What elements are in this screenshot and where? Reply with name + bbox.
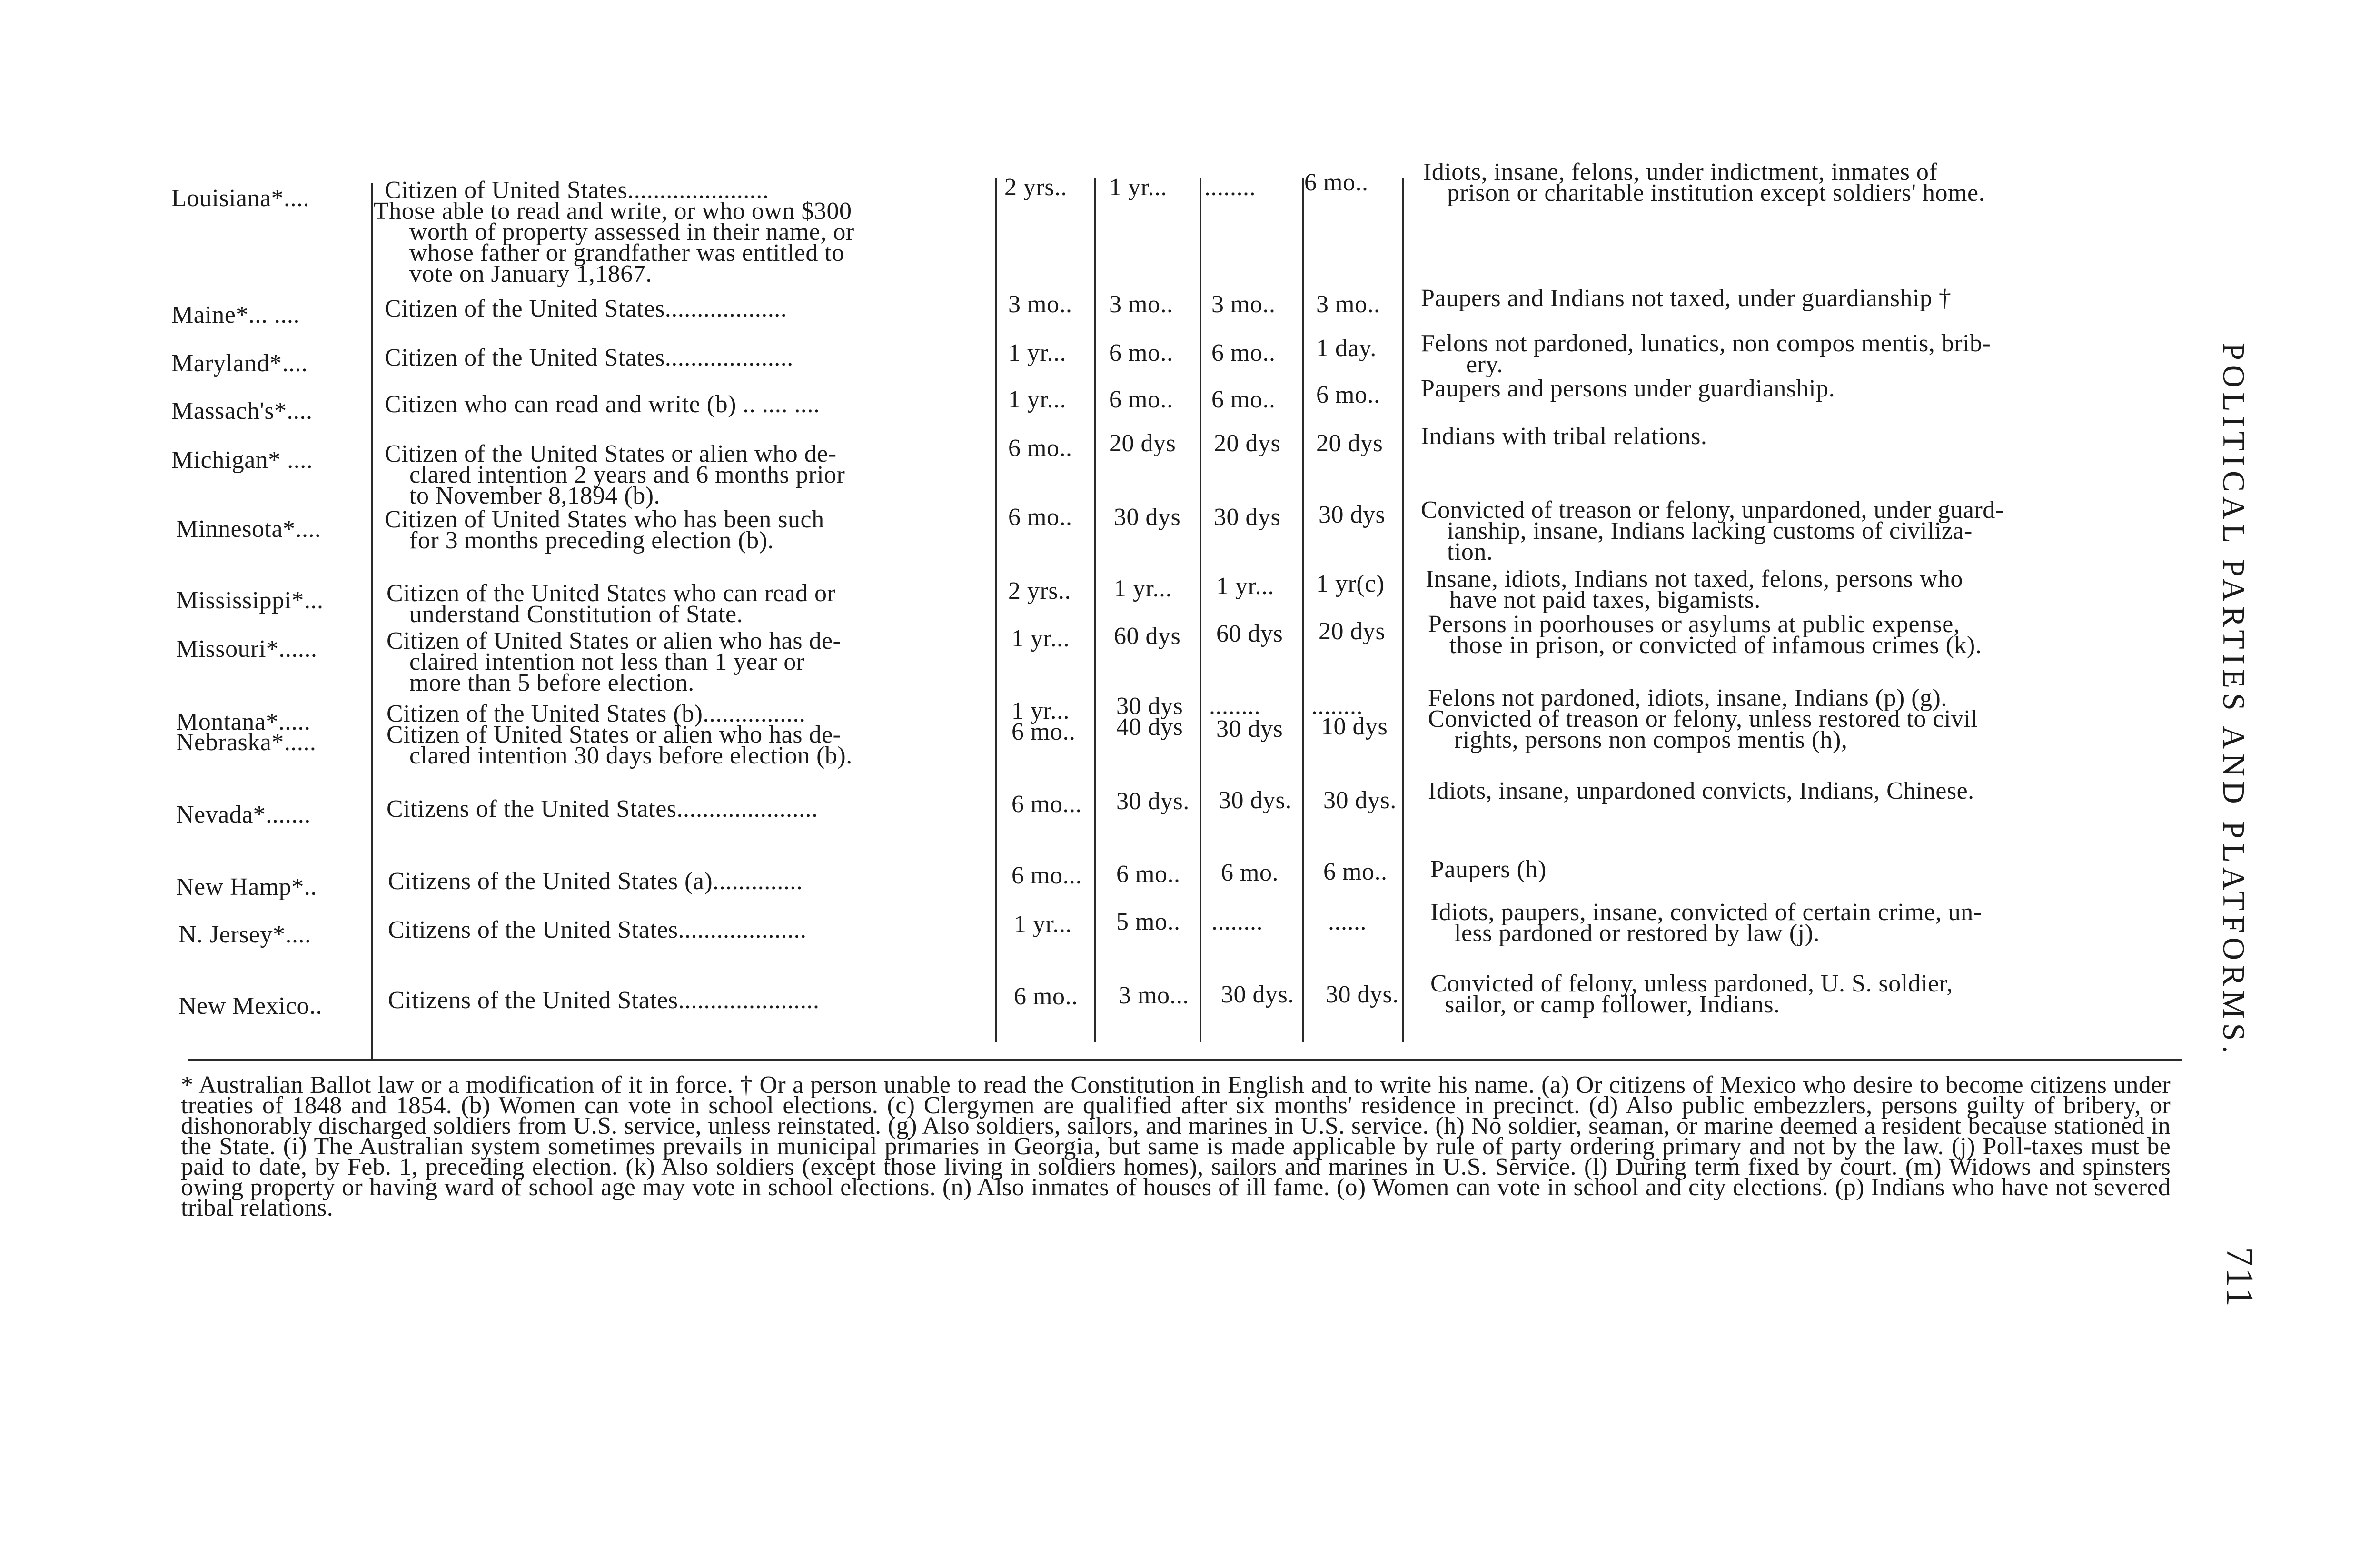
county-residence: 1 yr... — [1114, 575, 1172, 602]
county-residence: 5 mo.. — [1116, 908, 1180, 935]
precinct-residence: 6 mo.. — [1316, 381, 1380, 408]
qualification-line: Citizen of the United States (b)................ — [387, 700, 806, 727]
county-residence: 6 mo.. — [1116, 861, 1180, 888]
running-head: POLITICAL PARTIES AND PLATFORMS. — [2216, 343, 2251, 1059]
state-residence: 2 yrs.. — [1004, 174, 1068, 201]
county-residence: 30 dys — [1116, 693, 1183, 720]
precinct-residence: 3 mo.. — [1316, 291, 1380, 318]
qualification-line: Those able to read and write, or who own $300 — [374, 198, 852, 225]
state-name: Louisiana*.... — [171, 185, 310, 212]
qualification-line: Citizen who can read and write (b) .. .... .... — [385, 391, 820, 418]
precinct-residence: 6 mo.. — [1323, 858, 1388, 885]
disqualification-line: sailor, or camp follower, Indians. — [1445, 991, 1780, 1018]
county-residence: 20 dys — [1109, 430, 1176, 457]
disqualification-line: Idiots, paupers, insane, convicted of certain crime, un- — [1430, 899, 1982, 926]
qualification-line: Citizen of the United States................... — [385, 295, 787, 322]
precinct-residence: 30 dys. — [1326, 981, 1399, 1008]
state-residence: 6 mo... — [1012, 862, 1082, 889]
town-residence: 3 mo.. — [1211, 291, 1276, 318]
state-name: Maine*... .... — [171, 301, 300, 328]
state-residence: 1 yr... — [1014, 911, 1072, 938]
disqualification-line: Convicted of treason or felony, unless restored to civil — [1428, 705, 1978, 733]
column-rule — [1302, 178, 1304, 1042]
state-name: New Mexico.. — [178, 992, 323, 1020]
precinct-residence: 20 dys — [1319, 618, 1386, 645]
disqualification-line: Indians with tribal relations. — [1421, 423, 1707, 450]
state-name: Nebraska*..... — [176, 729, 317, 756]
disqualification-line: tion. — [1447, 538, 1493, 565]
qualification-line: Citizen of United States or alien who has de- — [387, 627, 842, 654]
precinct-residence: 20 dys — [1316, 430, 1383, 457]
state-name: Minnesota*.... — [176, 515, 321, 543]
qualification-line: Citizen of United States or alien who has de- — [387, 721, 842, 748]
disqualification-line: have not paid taxes, bigamists. — [1449, 586, 1761, 614]
qualification-line: Citizen of United States...................... — [385, 177, 769, 204]
disqualification-line: rights, persons non compos mentis (h), — [1454, 726, 1848, 753]
disqualification-line: ianship, insane, Indians lacking customs of civiliza- — [1447, 517, 1973, 545]
county-residence: 1 yr... — [1109, 174, 1167, 201]
qualification-line: whose father or grandfather was entitled to — [409, 239, 844, 267]
column-rule — [371, 183, 373, 1059]
state-name: N. Jersey*.... — [178, 921, 311, 948]
precinct-residence: 1 day. — [1316, 335, 1377, 362]
qualification-line: clared intention 2 years and 6 months prior — [409, 461, 845, 488]
disqualification-line: Idiots, insane, felons, under indictment, inmates of — [1423, 159, 1938, 186]
precinct-residence: ........ — [1311, 693, 1363, 720]
qualification-line: understand Constitution of State. — [409, 601, 744, 628]
town-residence: 6 mo.. — [1211, 339, 1276, 367]
precinct-residence: ...... — [1328, 908, 1367, 935]
county-residence: 6 mo.. — [1109, 339, 1173, 367]
state-name: Michigan* .... — [171, 446, 313, 474]
town-residence: 20 dys — [1214, 430, 1281, 457]
town-residence: 30 dys. — [1219, 787, 1292, 814]
qualification-line: for 3 months preceding election (b). — [409, 527, 774, 554]
qualification-line: vote on January 1,1867. — [409, 260, 652, 287]
precinct-residence: 30 dys — [1319, 501, 1386, 528]
state-residence: 1 yr... — [1008, 339, 1066, 367]
disqualification-line: those in prison, or convicted of infamous crimes (k). — [1449, 632, 1982, 659]
state-residence: 6 mo... — [1012, 791, 1082, 818]
table-bottom-rule — [188, 1059, 2182, 1061]
column-rule — [1200, 178, 1201, 1042]
town-residence: 60 dys — [1216, 620, 1283, 647]
state-residence: 3 mo.. — [1008, 291, 1072, 318]
disqualification-line: prison or charitable institution except soldiers' home. — [1447, 179, 1985, 207]
column-rule — [1094, 178, 1096, 1042]
county-residence: 3 mo.. — [1109, 291, 1173, 318]
qualification-line: clared intention 30 days before election (b). — [409, 742, 853, 769]
county-residence: 30 dys — [1114, 504, 1181, 531]
town-residence: ........ — [1211, 908, 1263, 935]
qualification-line: Citizens of the United States...................... — [388, 987, 820, 1014]
disqualification-line: ery. — [1466, 351, 1504, 378]
disqualification-line: Felons not pardoned, lunatics, non compos mentis, brib- — [1421, 330, 1991, 357]
qualification-line: worth of property assessed in their name, or — [409, 218, 854, 246]
state-residence: 1 yr... — [1012, 697, 1070, 724]
town-residence: 1 yr... — [1216, 573, 1274, 600]
qualification-line: more than 5 before election. — [409, 669, 694, 696]
precinct-residence: 6 mo.. — [1304, 169, 1368, 196]
county-residence: 3 mo... — [1119, 982, 1189, 1009]
town-residence: 6 mo.. — [1211, 386, 1276, 413]
state-residence: 1 yr... — [1008, 386, 1066, 413]
state-name: Maryland*.... — [171, 350, 308, 377]
disqualification-line: Insane, idiots, Indians not taxed, felons, persons who — [1426, 565, 1963, 593]
town-residence: ........ — [1209, 693, 1260, 720]
state-residence: 6 mo.. — [1014, 983, 1078, 1010]
county-residence: 40 dys — [1116, 714, 1183, 741]
state-name: Nevada*....... — [176, 801, 311, 828]
disqualification-line: less pardoned or restored by law (j). — [1454, 920, 1820, 947]
disqualification-line: Convicted of treason or felony, unpardoned, under guard- — [1421, 496, 2004, 524]
column-rule — [995, 178, 997, 1042]
qualification-line: Citizen of the United States or alien who de- — [385, 440, 837, 467]
state-residence: 6 mo.. — [1008, 435, 1072, 462]
state-name: Montana*..... — [176, 708, 311, 735]
qualification-line: Citizen of the United States.................... — [385, 344, 793, 371]
town-residence: 30 dys — [1216, 715, 1283, 743]
disqualification-line: Convicted of felony, unless pardoned, U. S. soldier, — [1430, 970, 1953, 997]
town-residence: 6 mo. — [1221, 859, 1279, 886]
town-residence: 30 dys — [1214, 504, 1281, 531]
town-residence: ........ — [1204, 174, 1256, 201]
county-residence: 6 mo.. — [1109, 386, 1173, 413]
state-name: New Hamp*.. — [176, 873, 317, 901]
state-residence: 6 mo.. — [1012, 718, 1076, 745]
disqualification-line: Idiots, insane, unpardoned convicts, Indians, Chinese. — [1428, 777, 1974, 804]
disqualification-line: Paupers and Indians not taxed, under guardianship † — [1421, 285, 1952, 312]
state-name: Massach's*.... — [171, 397, 313, 425]
state-name: Mississippi*... — [176, 587, 324, 614]
county-residence: 30 dys. — [1116, 788, 1190, 815]
qualification-line: to November 8,1894 (b). — [409, 482, 661, 509]
precinct-residence: 30 dys. — [1323, 787, 1397, 814]
state-name: Missouri*...... — [176, 635, 317, 663]
precinct-residence: 1 yr(c) — [1316, 570, 1385, 597]
page-number: 711 — [2219, 1247, 2261, 1309]
qualification-line: Citizens of the United States.................... — [388, 916, 807, 943]
disqualification-line: Persons in poorhouses or asylums at public expense, — [1428, 611, 1960, 638]
disqualification-line: Felons not pardoned, idiots, insane, Indians (p) (g). — [1428, 684, 1947, 712]
state-residence: 2 yrs.. — [1008, 577, 1071, 605]
qualification-line: Citizen of United States who has been such — [385, 506, 824, 533]
state-residence: 1 yr... — [1012, 625, 1070, 652]
qualification-line: Citizen of the United States who can read or — [387, 580, 836, 607]
state-residence: 6 mo.. — [1008, 504, 1072, 531]
qualification-line: claired intention not less than 1 year or — [409, 648, 805, 675]
qualification-line: Citizens of the United States...................... — [387, 795, 818, 823]
disqualification-line: Paupers (h) — [1430, 856, 1547, 883]
town-residence: 30 dys. — [1221, 981, 1294, 1008]
disqualification-line: Paupers and persons under guardianship. — [1421, 375, 1835, 402]
qualification-line: Citizens of the United States (a).............. — [388, 868, 803, 895]
footnotes: * Australian Ballot law or a modification of it in force. † Or a person unable to read the Constitution in English and to write his name. (a) Or citizens of Mexico who desire to become citizens under treaties of 1848 and 1854. (b) Women can vote in school elections. (c) Clergymen are qualified after six months' residence in precinct. (d) Also public embezzlers, persons guilty of bribery, or dishonorably discharged soldiers from U.S. service, unless reinstated. (g) Also soldiers, sailors, and marines in U.S. service. (h) No soldier, seaman, or marine deemed a resident because stationed in the State. (i) The Australian system sometimes prevails in municipal primaries in Georgia, but same is made applicable by rule of party ordering primary and not by the law. (j) Poll-taxes must be paid to date, by Feb. 1, preceding election. (k) Also soldiers (except those living in soldiers homes), sailors and marines in U.S. Service. (l) During term fixed by court. (m) Widows and spinsters owing property or having ward of school age may vote in school elections. (n) Also inmates of houses of ill fame. (o) Women can vote in school and city elections. (p) Indians who have not severed tribal relations. — [181, 1071, 2171, 1221]
precinct-residence: 10 dys — [1321, 713, 1388, 740]
county-residence: 60 dys — [1114, 623, 1181, 650]
column-rule — [1402, 178, 1404, 1042]
